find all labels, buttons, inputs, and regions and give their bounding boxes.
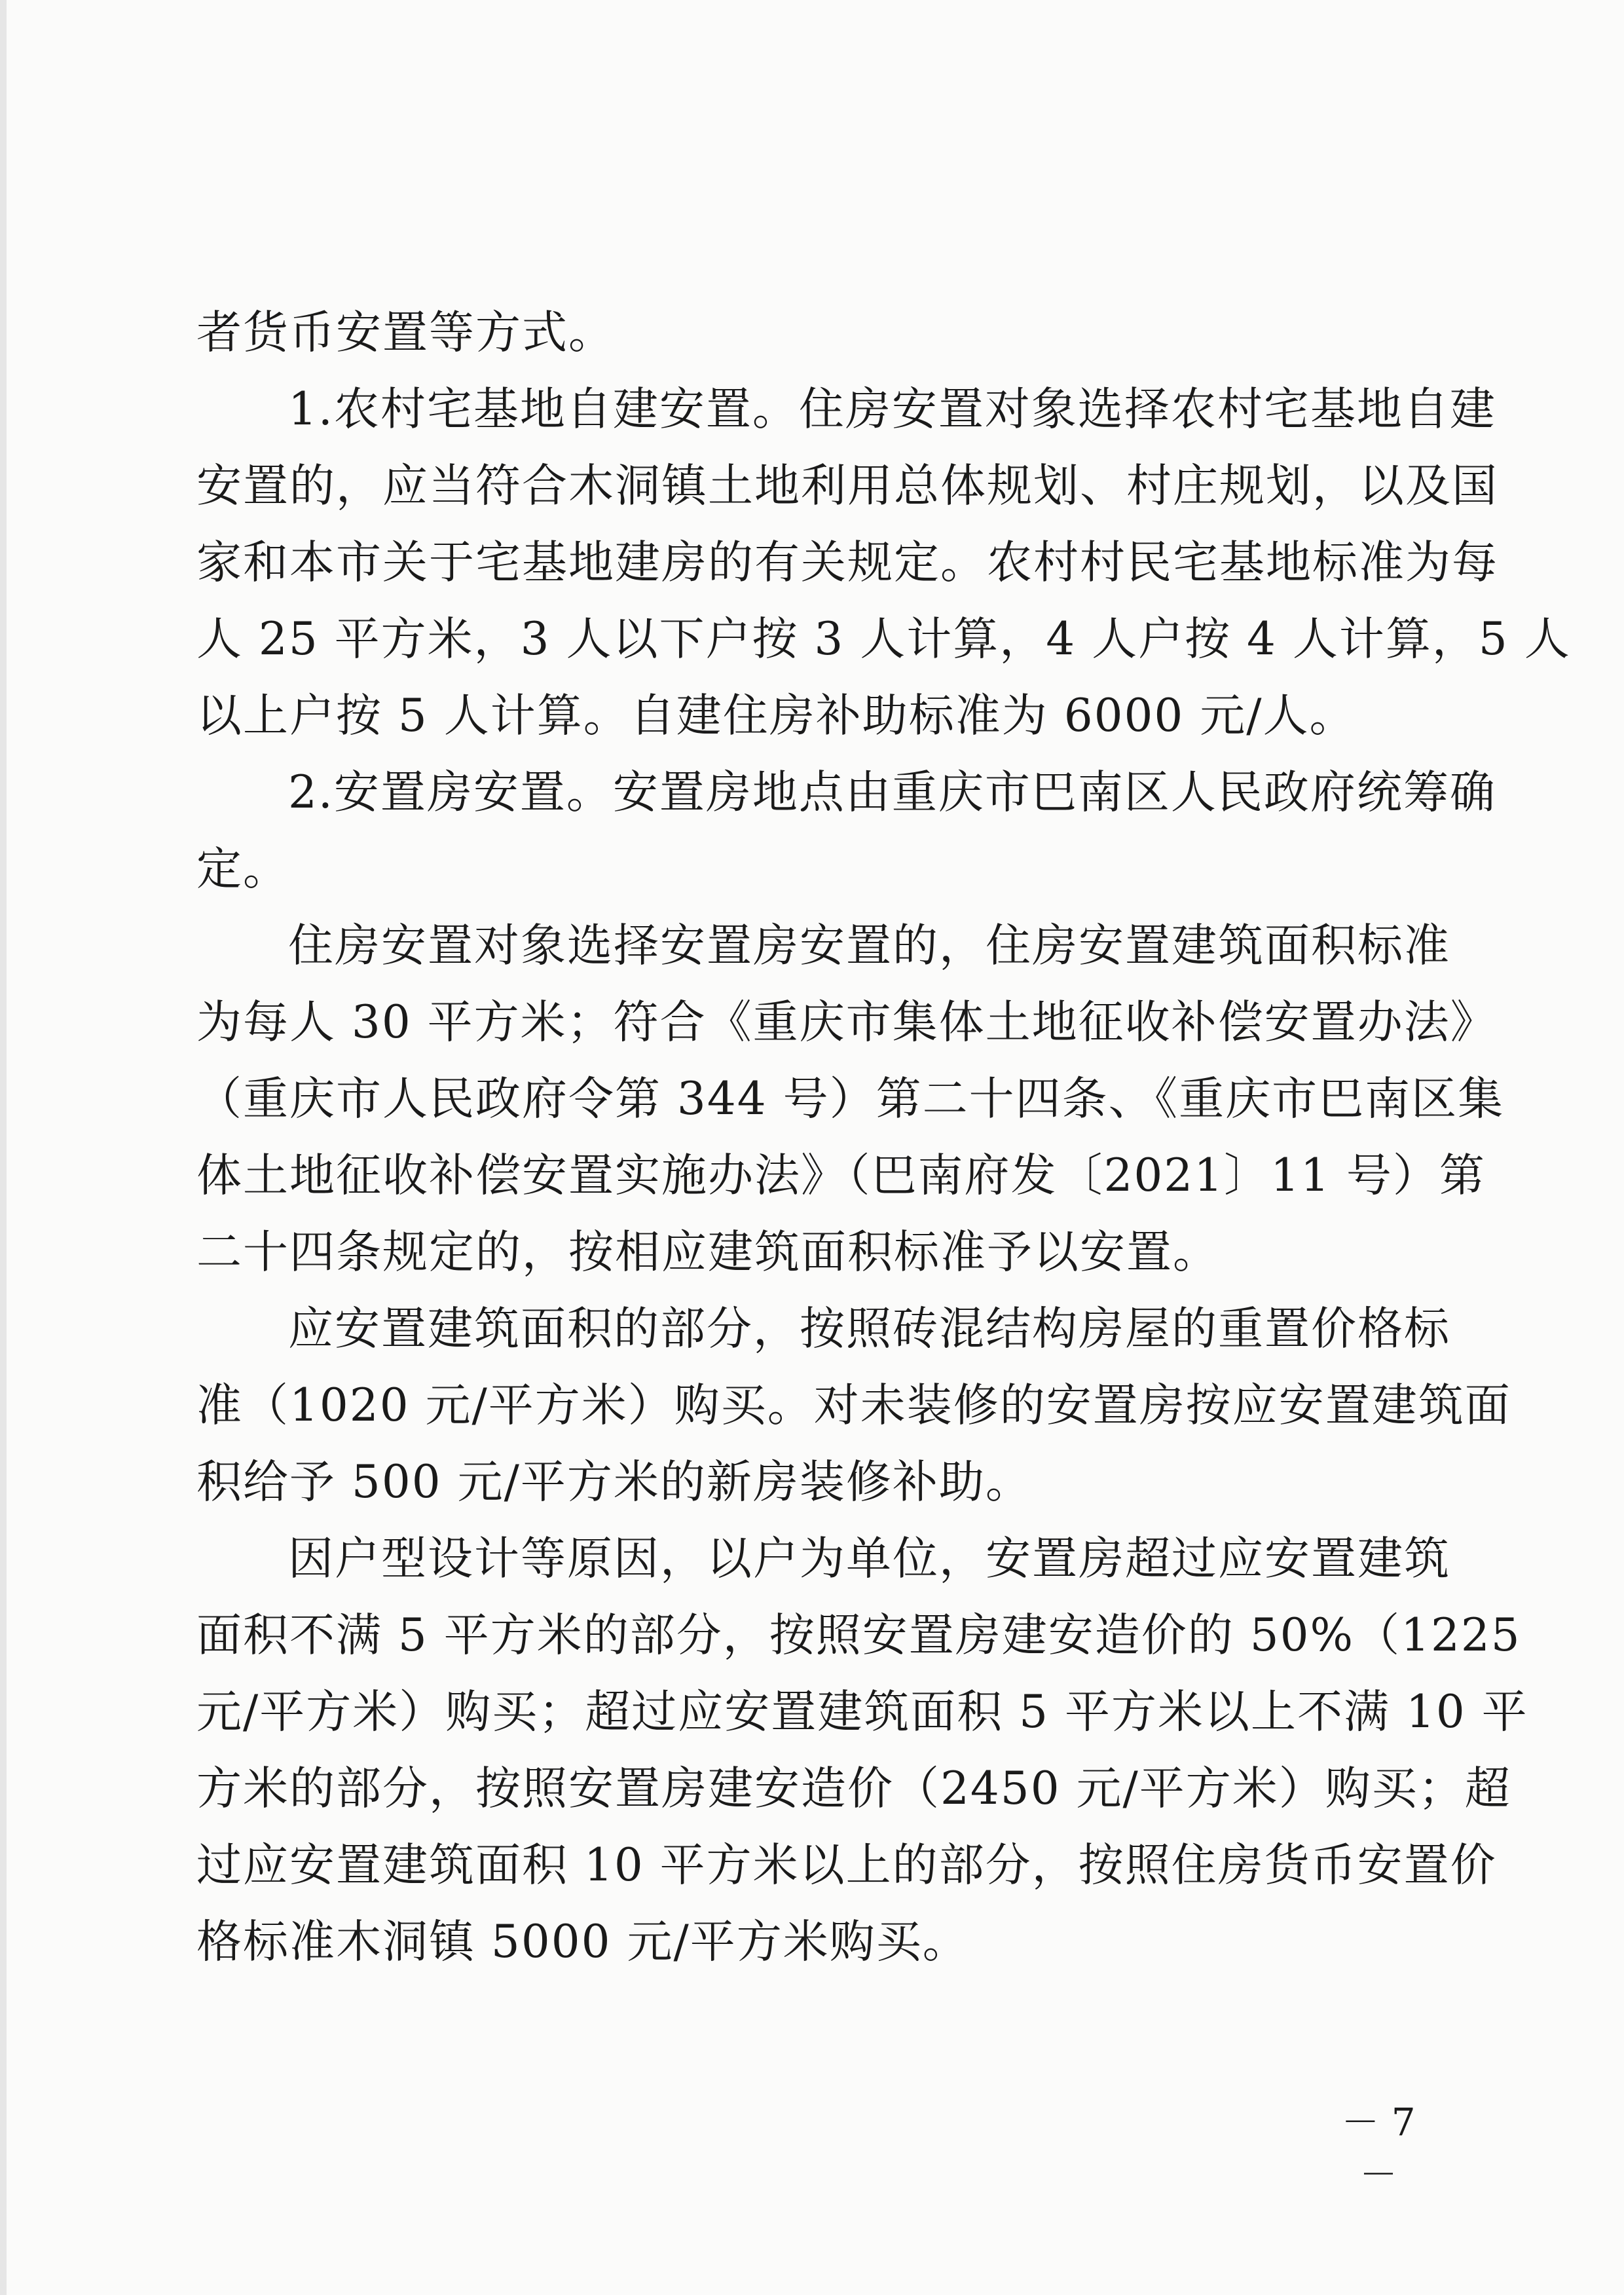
paragraph-start: 因户型设计等原因，以户为单位，安置房超过应安置建筑 [288,1533,1450,1585]
text-line: 元/平方米）购买；超过应安置建筑面积 5 平方米以上不满 10 平 [196,1686,1528,1738]
page-number: － 7 － [1341,2100,1416,2197]
text-line: 以上户按 5 人计算。自建住房补助标准为 6000 元/人。 [196,690,1356,742]
text-line: 家和本市关于宅基地建房的有关规定。农村村民宅基地标准为每 [196,536,1498,589]
paragraph-start: 住房安置对象选择安置房安置的，住房安置建筑面积标准 [288,920,1450,972]
text-line: 面积不满 5 平方米的部分，按照安置房建安造价的 50%（1225 [196,1609,1521,1662]
scan-edge [0,0,7,2295]
text-line: 积给予 500 元/平方米的新房装修补助。 [196,1456,1032,1508]
text-line: （重庆市人民政府令第 344 号）第二十四条、《重庆市巴南区集 [196,1073,1505,1125]
text-line: 体土地征收补偿安置实施办法》（巴南府发〔2021〕11 号）第 [196,1149,1486,1202]
paragraph-heading-resettlement-housing: 2.安置房安置。安置房地点由重庆市巴南区人民政府统筹确 [288,766,1496,819]
text-line: 为每人 30 平方米；符合《重庆市集体土地征收补偿安置办法》 [196,996,1497,1049]
text-line: 二十四条规定的，按相应建筑面积标准予以安置。 [196,1226,1219,1278]
text-line: 定。 [196,843,289,895]
text-line: 格标准木洞镇 5000 元/平方米购买。 [196,1916,969,1968]
paragraph-heading-rural-self-build: 1.农村宅基地自建安置。住房安置对象选择农村宅基地自建 [288,383,1496,436]
text-line: 人 25 平方米，3 人以下户按 3 人计算，4 人户按 4 人计算，5 人 [196,613,1571,665]
text-line: 过应安置建筑面积 10 平方米以上的部分，按照住房货币安置价 [196,1839,1497,1892]
paragraph-start: 应安置建筑面积的部分，按照砖混结构房屋的重置价格标 [288,1303,1450,1355]
text-line: 方米的部分，按照安置房建安造价（2450 元/平方米）购买；超 [196,1763,1511,1815]
text-line: 者货币安置等方式。 [196,307,615,359]
text-line: 准（1020 元/平方米）购买。对未装修的安置房按应安置建筑面 [196,1379,1511,1432]
text-line: 安置的，应当符合木洞镇土地利用总体规划、村庄规划，以及国 [196,460,1498,512]
body-text [196,295,1571,1981]
